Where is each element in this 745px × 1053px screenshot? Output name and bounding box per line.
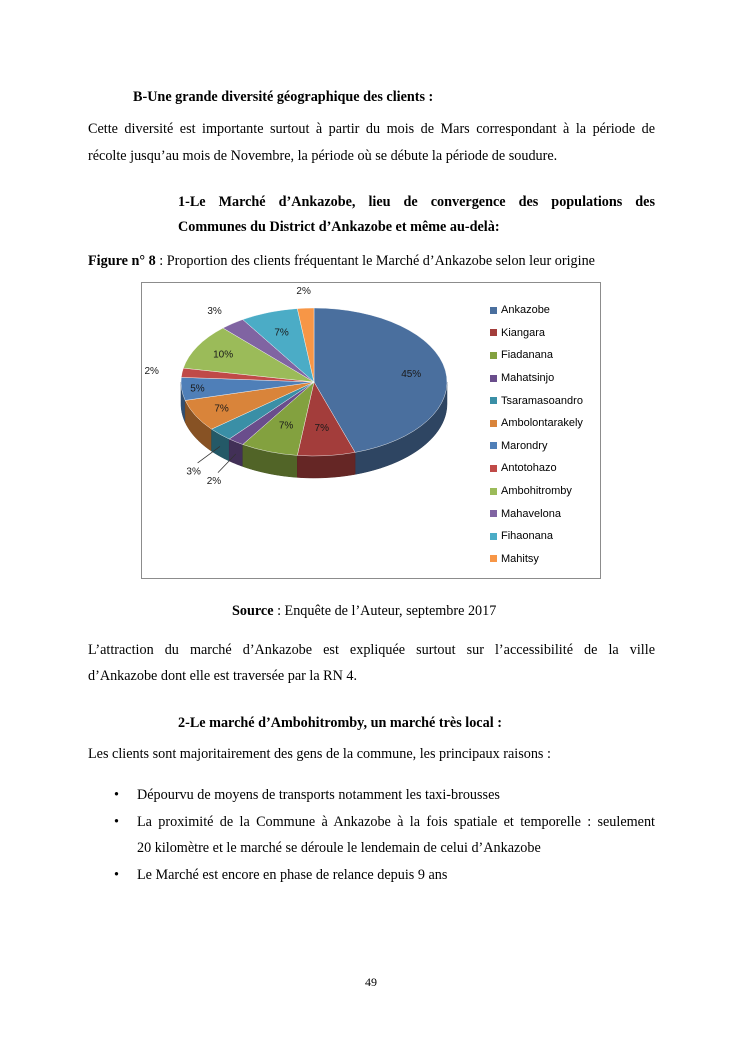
intro-line-1: Cette diversité est importante surtout à partir du mois de Mars correspondant à la période de <box>88 121 655 137</box>
legend-swatch <box>490 329 497 336</box>
legend-label: Fihaonana <box>501 530 553 543</box>
legend-item-tsaramasoandro <box>490 389 583 412</box>
legend-label: Ambohitromby <box>501 485 572 498</box>
legend-item-kiangara <box>490 322 583 345</box>
legend-item-mahavelona <box>490 502 583 525</box>
bullet-icon: • <box>114 787 119 803</box>
legend-label: Antotohazo <box>501 462 557 475</box>
chart-legend <box>490 299 583 570</box>
legend-item-ankazobe <box>490 299 583 322</box>
bullet-item <box>88 862 655 888</box>
legend-label: Marondry <box>501 439 548 452</box>
bullet-list <box>88 782 655 888</box>
data-label-ambohitromby: 10% <box>213 349 234 361</box>
legend-item-ambolontarakely <box>490 412 583 435</box>
legend-label: Mahatsinjo <box>501 372 555 385</box>
paragraph-2-line-1: L’attraction du marché d’Ankazobe est expliquée surtout sur l’accessibilité de la ville <box>88 642 655 658</box>
bullet-item <box>88 809 655 861</box>
figure-caption <box>88 253 595 270</box>
data-label-mahitsy: 2% <box>296 285 311 297</box>
data-label-ambolontarakely: 7% <box>214 403 229 415</box>
legend-label: Mahitsy <box>501 552 539 565</box>
legend-label: Fiadanana <box>501 349 553 362</box>
pie-slice-side-kiangara <box>297 452 355 478</box>
intro-line-2: récolte jusqu’au mois de Novembre, la période où se débute la période de soudure. <box>88 148 558 164</box>
legend-item-ambohitromby <box>490 480 583 503</box>
legend-label: Tsaramasoandro <box>501 394 583 407</box>
bullet-text: Le Marché est encore en phase de relance depuis 9 ans <box>137 867 448 883</box>
legend-label: Kiangara <box>501 326 546 339</box>
page-number: 49 <box>365 975 377 989</box>
data-label-ankazobe: 45% <box>401 368 422 380</box>
legend-swatch <box>490 352 497 359</box>
legend-item-marondry <box>490 435 583 458</box>
data-label-kiangara: 7% <box>314 423 329 435</box>
data-label-fiadanana: 7% <box>278 420 294 432</box>
bullet-text: La proximité de la Commune à Ankazobe à la fois spatiale et temporelle : seulement <box>137 814 655 830</box>
legend-swatch <box>490 510 497 517</box>
legend-swatch <box>490 465 497 472</box>
subsection-1-line-2: Communes du District d’Ankazobe et même au-delà: <box>178 219 500 235</box>
legend-swatch <box>490 397 497 404</box>
paragraph-3: Les clients sont majoritairement des gens de la commune, les principaux raisons : <box>88 746 551 762</box>
bullet-icon: • <box>114 814 119 830</box>
data-label-mahavelona: 3% <box>207 306 222 318</box>
legend-swatch <box>490 488 497 495</box>
legend-item-mahitsy <box>490 548 583 571</box>
pie-chart <box>141 282 601 579</box>
legend-item-fihaonana <box>490 525 583 548</box>
legend-label: Ambolontarakely <box>501 417 583 430</box>
legend-swatch <box>490 375 497 382</box>
source-label: Source <box>232 603 274 619</box>
legend-label: Ankazobe <box>501 304 550 317</box>
legend-label: Mahavelona <box>501 507 561 520</box>
legend-swatch <box>490 533 497 540</box>
legend-swatch <box>490 307 497 314</box>
legend-item-fiadanana <box>490 344 583 367</box>
bullet-icon: • <box>114 867 119 883</box>
section-b-title: B-Une grande diversité géographique des clients : <box>133 89 434 105</box>
bullet-text: 20 kilomètre et le marché se déroule le lendemain de celui d’Ankazobe <box>137 840 541 856</box>
legend-swatch <box>490 442 497 449</box>
subsection-1-line-1: 1-Le Marché d’Ankazobe, lieu de convergence des populations des <box>178 194 655 210</box>
data-label-mahatsinjo: 2% <box>206 476 222 488</box>
legend-swatch <box>490 420 497 427</box>
legend-item-antotohazo <box>490 457 583 480</box>
source-text: : Enquête de l’Auteur, septembre 2017 <box>273 603 497 619</box>
bullet-item <box>88 782 655 808</box>
legend-item-mahatsinjo <box>490 367 583 390</box>
source-line <box>232 603 496 620</box>
legend-swatch <box>490 555 497 562</box>
figure-caption-text: : Proportion des clients fréquentant le Marché d’Ankazobe selon leur origine <box>155 253 595 269</box>
data-label-tsaramasoandro: 3% <box>186 466 201 478</box>
figure-label: Figure n° 8 <box>88 253 156 269</box>
subsection-2-title: 2-Le marché d’Ambohitromby, un marché très local : <box>178 715 502 731</box>
bullet-text: Dépourvu de moyens de transports notamment les taxi-brousses <box>137 787 500 803</box>
data-label-antotohazo: 2% <box>144 366 159 378</box>
data-label-marondry: 5% <box>190 383 205 395</box>
data-label-fihaonana: 7% <box>274 327 289 339</box>
paragraph-2-line-2: d’Ankazobe dont elle est traversée par la RN 4. <box>88 668 358 684</box>
